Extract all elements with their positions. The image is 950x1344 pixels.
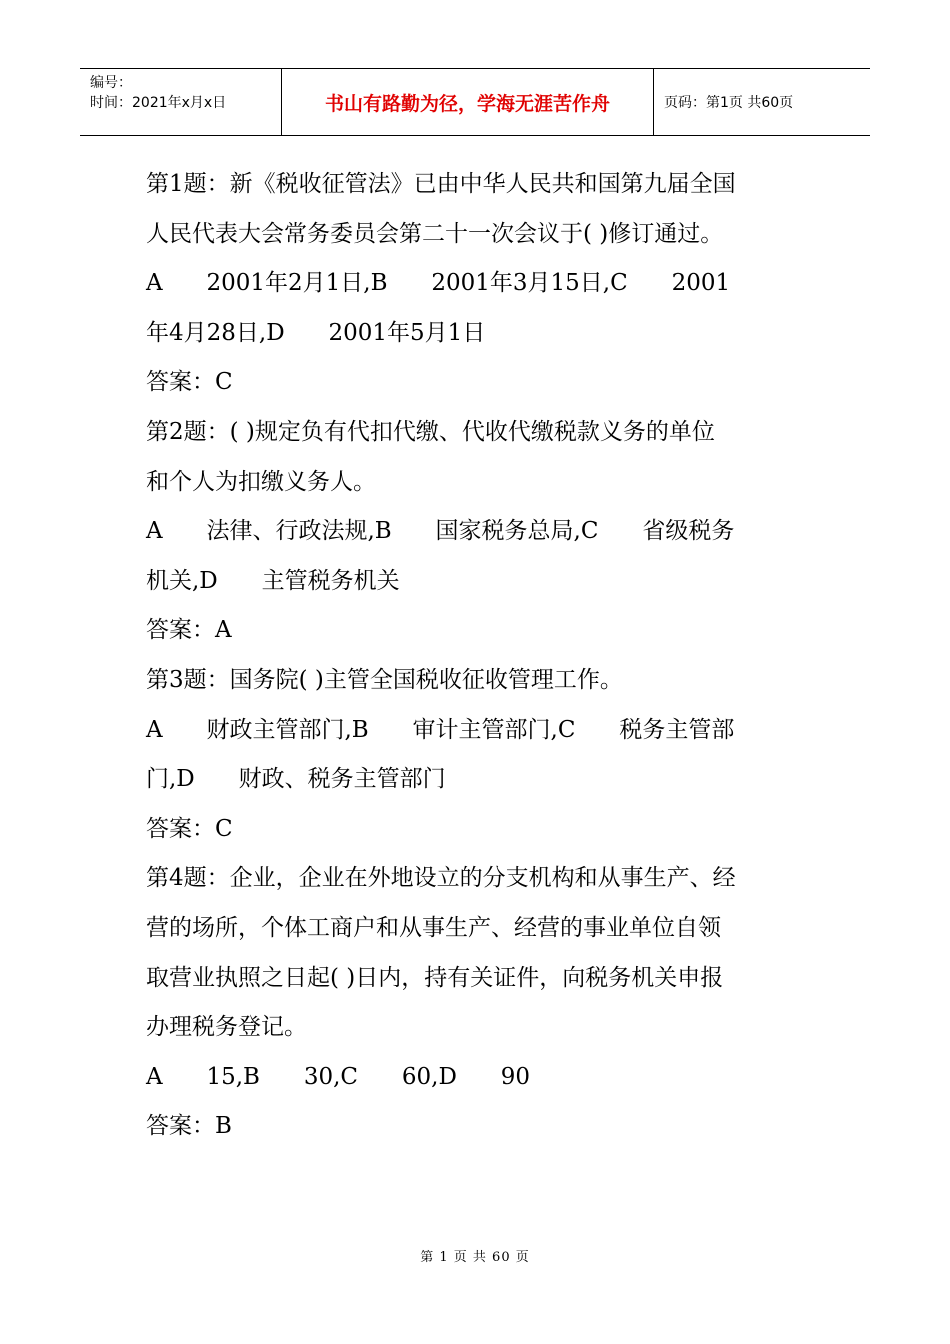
text-line: 营的场所，个体工商户和从事生产、经营的事业单位自领 [146, 914, 721, 941]
header-motto: 书山有路勤为径，学海无涯苦作舟 [282, 69, 654, 135]
text-line: 办理税务登记。 [146, 1014, 307, 1041]
header-meta [80, 69, 282, 135]
page-header [80, 68, 870, 136]
text-line: 和个人为扣缴义务人。 [146, 468, 376, 495]
text-line: 答案：C [146, 369, 233, 396]
time-label: 时间：2021年x月x日 [90, 95, 227, 111]
text-line: 答案：C [146, 815, 233, 842]
header-page-info: 页码：第1页 共60页 [664, 95, 794, 111]
document-body [146, 160, 816, 1152]
number-label: 编号： [90, 75, 132, 91]
text-line: 年4月28日,D 2001年5月1日 [146, 319, 486, 346]
text-line: A 2001年2月1日,B 2001年3月15日,C 2001 [146, 270, 731, 297]
text-line: 第1题：新《税收征管法》已由中华人民共和国第九届全国 [146, 171, 736, 197]
text-line: A 法律、行政法规,B 国家税务总局,C 省级税务 [146, 518, 735, 545]
text-line: 第4题：企业，企业在外地设立的分支机构和从事生产、经 [146, 865, 736, 892]
page-footer: 第 1 页 共 60 页 [420, 1250, 530, 1265]
text-line: 门,D 财政、税务主管部门 [146, 766, 446, 793]
text-line: 人民代表大会常务委员会第二十一次会议于( )修订通过。 [146, 220, 724, 247]
text-line: 答案：B [146, 1113, 232, 1140]
text-line: A 财政主管部门,B 审计主管部门,C 税务主管部 [146, 716, 735, 743]
text-line: 第3题：国务院( )主管全国税收征收管理工作。 [146, 666, 623, 693]
text-line: 取营业执照之日起( )日内，持有关证件，向税务机关申报 [146, 964, 724, 991]
text-line: A 15,B 30,C 60,D 90 [146, 1063, 531, 1090]
text-line: 机关,D 主管税务机关 [146, 567, 400, 594]
text-line: 答案：A [146, 617, 232, 644]
text-line: 第2题：( )规定负有代扣代缴、代收代缴税款义务的单位 [146, 418, 715, 445]
